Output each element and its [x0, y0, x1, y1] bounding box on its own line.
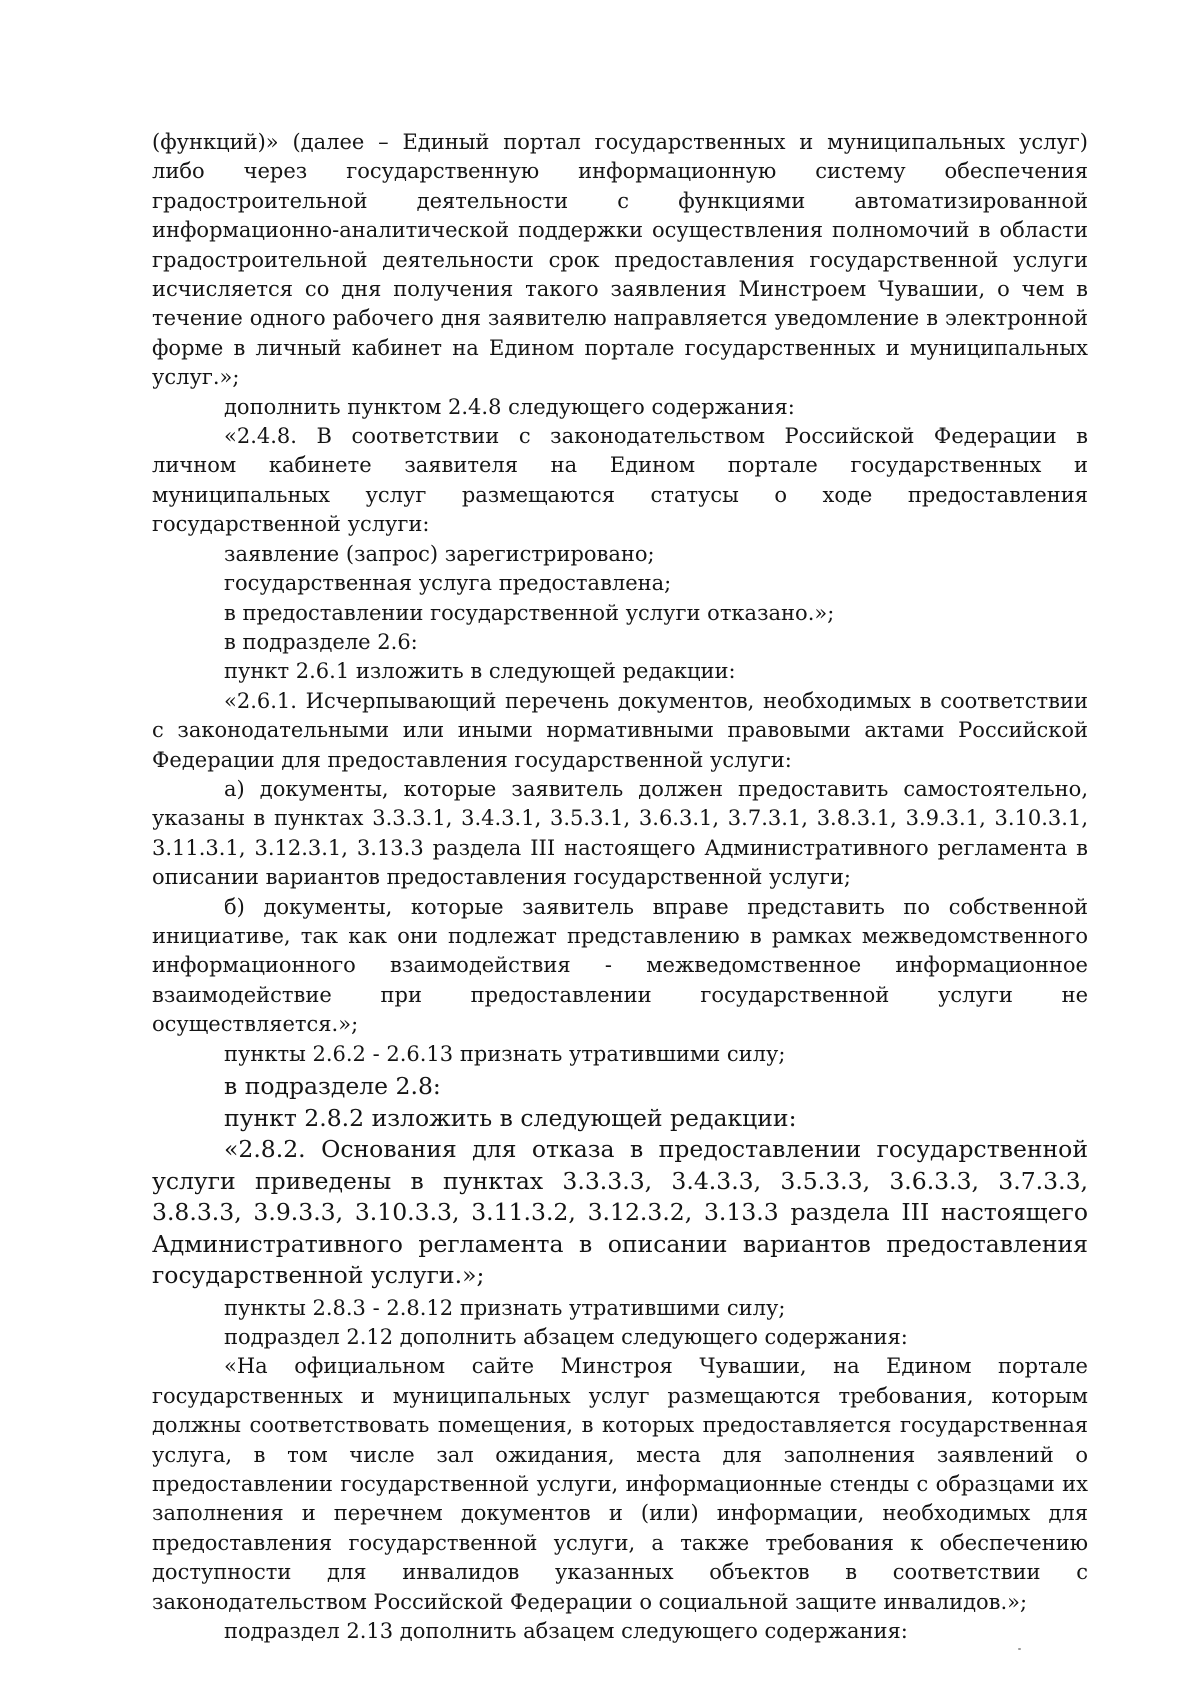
subsection-2-6: в подразделе 2.6: — [224, 629, 418, 654]
subsection-2-8: в подразделе 2.8: — [224, 1072, 441, 1100]
status-refused: в предоставлении государственной услуги отказано.»; — [224, 600, 835, 625]
paragraph-item-b: б) документы, которые заявитель вправе представить по собственной инициативе, так как они подлежат представлению в рамках межведомственного информационного взаимодействия - межведомственное информационное взаимодействие при предоставлении государственной услуги не осуществляется.»; — [152, 894, 1088, 1037]
document-body — [152, 128, 1088, 1646]
status-provided: государственная услуга предоставлена; — [224, 571, 672, 596]
paragraph-2-8-3-repeal: пункты 2.8.3 - 2.8.12 признать утратившими силу; — [224, 1295, 786, 1320]
paragraph-item-a: а) документы, которые заявитель должен предоставить самостоятельно, указаны в пунктах 3.3.3.1, 3.4.3.1, 3.5.3.1, 3.6.3.1, 3.7.3.1, 3.8.3.1, 3.9.3.1, 3.10.3.1, 3.11.3.1, 3.12.3.1, 3.13.3 раздела III настоящего Административного регламента в описании вариантов предоставления государственной услуги; — [152, 776, 1088, 890]
status-registered: заявление (запрос) зарегистрировано; — [224, 541, 655, 566]
paragraph-2-4-8: «2.4.8. В соответствии с законодательством Российской Федерации в личном кабинете заявителя на Едином портале государственных и муниципальных услуг размещаются статусы о ходе предоставления государственной услуги: — [152, 424, 1088, 537]
subsection-2-13-intro: подраздел 2.13 дополнить абзацем следующего содержания: — [224, 1618, 908, 1643]
scan-speck — [1018, 1648, 1021, 1650]
paragraph-2-6-1: «2.6.1. Исчерпывающий перечень документов, необходимых в соответствии с законодательными или иными нормативными правовыми актами Российской Федерации для предоставления государственной услуги: — [152, 688, 1088, 772]
paragraph-2-6-1-intro: пункт 2.6.1 изложить в следующей редакции: — [224, 659, 736, 684]
paragraph-2-8-2: «2.8.2. Основания для отказа в предоставлении государственной услуги приведены в пунктах 3.3.3.3, 3.4.3.3, 3.5.3.3, 3.6.3.3, 3.7.3.3, 3.8.3.3, 3.9.3.3, 3.10.3.3, 3.11.3.2, 3.12.3.2, 3.13.3 раздела III настоящего Административного регламента в описании вариантов предоставления государственной услуги.»; — [152, 1135, 1088, 1289]
subsection-2-12-intro: подраздел 2.12 дополнить абзацем следующего содержания: — [224, 1324, 908, 1349]
paragraph-2-12: «На официальном сайте Минстроя Чувашии, на Едином портале государственных и муниципальных услуг размещаются требования, которым должны соответствовать помещения, в которых предоставляется государственная услуга, в том числе зал ожидания, места для заполнения заявлений о предоставлении государственной услуги, информационные стенды с образцами их заполнения и перечнем документов и (или) информации, необходимых для предоставления государственной услуги, а также требования к обеспечению доступности для инвалидов указанных объектов в соответствии с законодательством Российской Федерации о социальной защите инвалидов.»; — [152, 1354, 1088, 1614]
paragraph-2-8-2-intro: пункт 2.8.2 изложить в следующей редакции: — [224, 1103, 797, 1132]
paragraph-add-2-4-8: дополнить пунктом 2.4.8 следующего содержания: — [224, 394, 795, 419]
paragraph-continuation: (функций)» (далее – Единый портал государственных и муниципальных услуг) либо через государственную информационную систему обеспечения градостроительной деятельности с функциями автоматизированной информационно-аналитической поддержки осуществления полномочий в области градостроительной деятельности срок предоставления государственной услуги исчисляется со дня получения такого заявления Минстроем Чувашии, о чем в течение одного рабочего дня заявителю направляется уведомление в электронной форме в личный кабинет на Едином портале государственных и муниципальных услуг.»; — [152, 130, 1088, 390]
paragraph-2-6-2-repeal: пункты 2.6.2 - 2.6.13 признать утратившими силу; — [224, 1041, 786, 1066]
